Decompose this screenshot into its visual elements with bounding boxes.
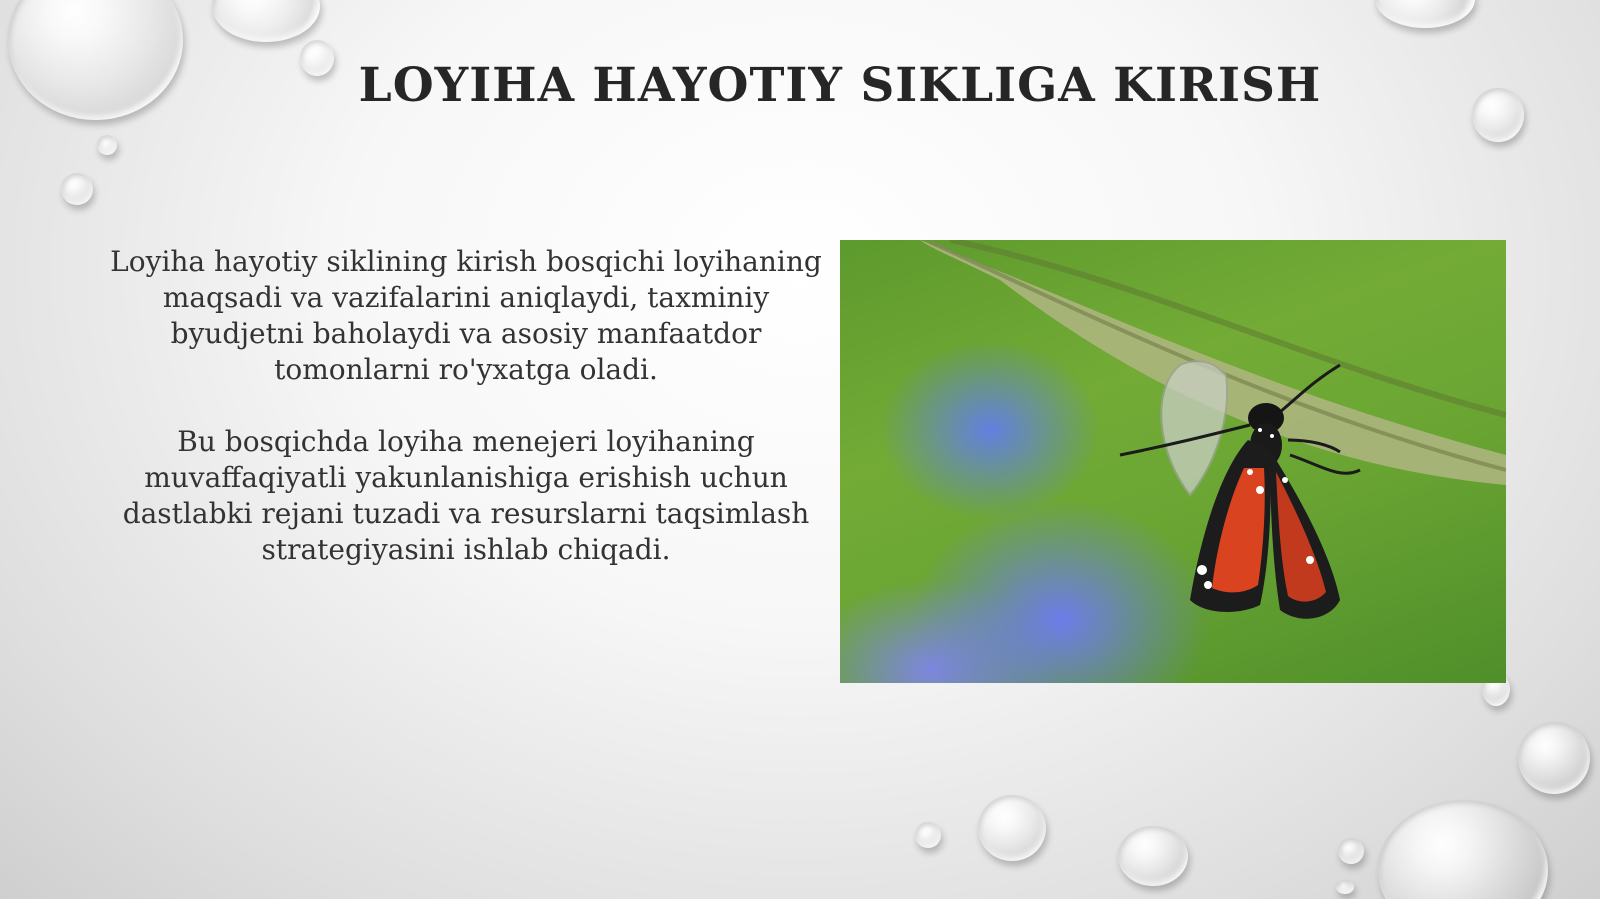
water-droplet-decoration bbox=[1338, 838, 1364, 864]
slide-body bbox=[110, 244, 822, 604]
wing-spot bbox=[1247, 469, 1253, 475]
water-droplet-decoration bbox=[1375, 0, 1475, 28]
body-paragraph: Loyiha hayotiy siklining kirish bosqichi loyihaning maqsadi va vazifalarini aniqlaydi, taxminiy byudjetni baholaydi va asosiy manfaatdor tomonlarni ro'yxatga oladi. bbox=[110, 245, 822, 386]
water-droplet-decoration bbox=[1118, 826, 1188, 886]
water-droplet-decoration bbox=[97, 135, 117, 155]
chrysalis-shell bbox=[1161, 361, 1227, 495]
water-droplet-decoration bbox=[1472, 88, 1524, 142]
water-droplet-decoration bbox=[1378, 800, 1548, 899]
wing-spot bbox=[1306, 556, 1314, 564]
slide-title: LOYIHA HAYOTIY SIKLIGA KIRISH bbox=[358, 58, 1322, 113]
water-droplet-decoration bbox=[1518, 722, 1590, 794]
wing-spot bbox=[1270, 434, 1274, 438]
wing-spot bbox=[1197, 565, 1207, 575]
water-droplet-decoration bbox=[61, 173, 93, 205]
water-droplet-decoration bbox=[1336, 880, 1354, 894]
butterfly-photo bbox=[840, 240, 1506, 683]
butterfly-leg bbox=[1290, 455, 1360, 473]
water-droplet-decoration bbox=[978, 795, 1046, 861]
wing-spot bbox=[1256, 486, 1264, 494]
water-droplet-decoration bbox=[212, 0, 320, 42]
wing-spot bbox=[1282, 477, 1288, 483]
body-paragraph: Bu bosqichda loyiha menejeri loyihaning muvaffaqiyatli yakunlanishiga erishish uchun dastlabki rejani tuzadi va resurslarni taqsimlash strategiyasini ishlab chiqadi. bbox=[122, 425, 810, 566]
butterfly-illustration bbox=[840, 240, 1506, 683]
wing-spot bbox=[1258, 428, 1262, 432]
wing-spot bbox=[1204, 581, 1212, 589]
water-droplet-decoration bbox=[915, 822, 941, 848]
water-droplet-decoration bbox=[8, 0, 183, 120]
